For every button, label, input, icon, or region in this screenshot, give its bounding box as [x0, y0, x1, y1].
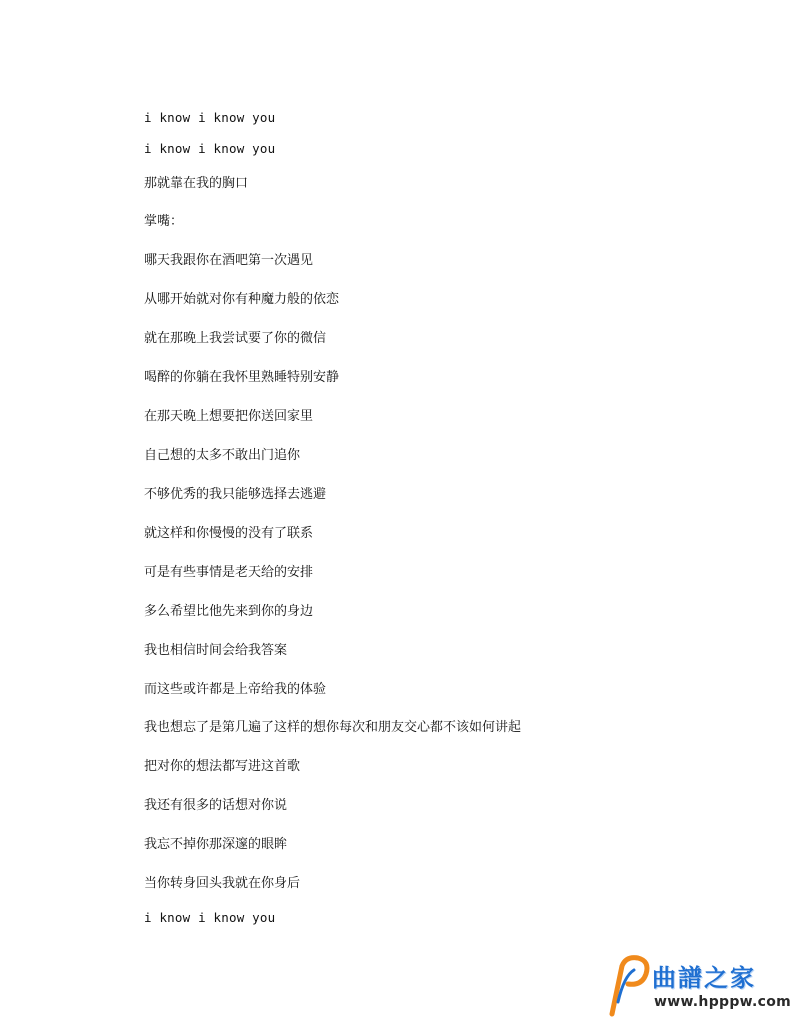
lyric-line: 不够优秀的我只能够选择去逃避 [144, 487, 327, 502]
lyric-line: 喝醉的你躺在我怀里熟睡特别安静 [144, 370, 340, 385]
lyric-line: 那就靠在我的胸口 [144, 176, 249, 191]
lyric-line: 多么希望比他先来到你的身边 [144, 604, 314, 619]
watermark-title: 曲譜之家 [652, 964, 756, 992]
p-logo-icon [604, 952, 650, 1018]
lyric-line: 我也相信时间会给我答案 [144, 643, 288, 658]
watermark-url: www.hpppw.com [654, 994, 792, 1010]
lyric-line: 自己想的太多不敢出门追你 [144, 448, 301, 463]
lyric-line: i know i know you [144, 141, 276, 156]
lyric-line: 就这样和你慢慢的没有了联系 [144, 526, 314, 541]
lyric-line: 当你转身回头我就在你身后 [144, 876, 301, 891]
lyric-line: 就在那晚上我尝试要了你的微信 [144, 331, 327, 346]
lyric-line: 可是有些事情是老天给的安排 [144, 565, 314, 580]
lyric-line: 我还有很多的话想对你说 [144, 798, 288, 813]
lyric-line: 而这些或许都是上帝给我的体验 [144, 682, 327, 697]
lyric-line: 我忘不掉你那深邃的眼眸 [144, 837, 288, 852]
lyric-line: 在那天晚上想要把你送回家里 [144, 409, 314, 424]
lyric-line: 掌嘴： [144, 214, 184, 229]
lyric-line: 把对你的想法都写进这首歌 [144, 759, 301, 774]
lyric-line: 我也想忘了是第几遍了这样的想你每次和朋友交心都不该如何讲起 [144, 720, 522, 735]
lyric-line: i know i know you [144, 910, 276, 925]
lyric-line: i know i know you [144, 110, 276, 125]
lyric-line: 从哪开始就对你有种魔力般的依恋 [144, 292, 340, 307]
site-watermark [604, 952, 790, 1018]
lyric-line: 哪天我跟你在酒吧第一次遇见 [144, 253, 314, 268]
